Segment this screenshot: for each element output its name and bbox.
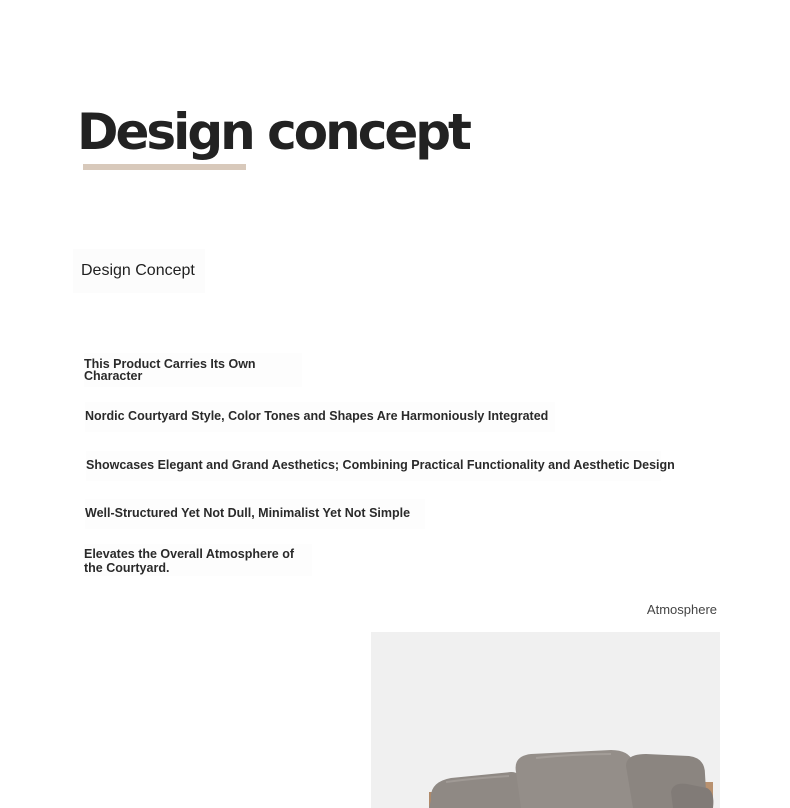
- concept-line-nordic-style: Nordic Courtyard Style, Color Tones and Shapes Are Harmoniously Integrated: [85, 402, 555, 432]
- page-title: Design concept: [77, 103, 469, 161]
- section-subtitle: Design Concept: [73, 249, 205, 293]
- concept-line-structure: Well-Structured Yet Not Dull, Minimalist Yet Not Simple: [85, 499, 425, 529]
- product-photo: [371, 632, 720, 808]
- concept-line-character: This Product Carries Its Own Character: [84, 353, 302, 387]
- concept-line-atmosphere: Elevates the Overall Atmosphere of the Courtyard.: [84, 544, 312, 576]
- sofa-cushion-left: [429, 772, 523, 808]
- image-caption: Atmosphere: [646, 602, 717, 617]
- title-accent-underline: [83, 164, 246, 170]
- sofa-illustration: [371, 632, 720, 808]
- sofa-cushion-center: [516, 750, 641, 808]
- concept-line-aesthetics: Showcases Elegant and Grand Aesthetics; Combining Practical Functionality and Aesthetic Design: [86, 451, 661, 481]
